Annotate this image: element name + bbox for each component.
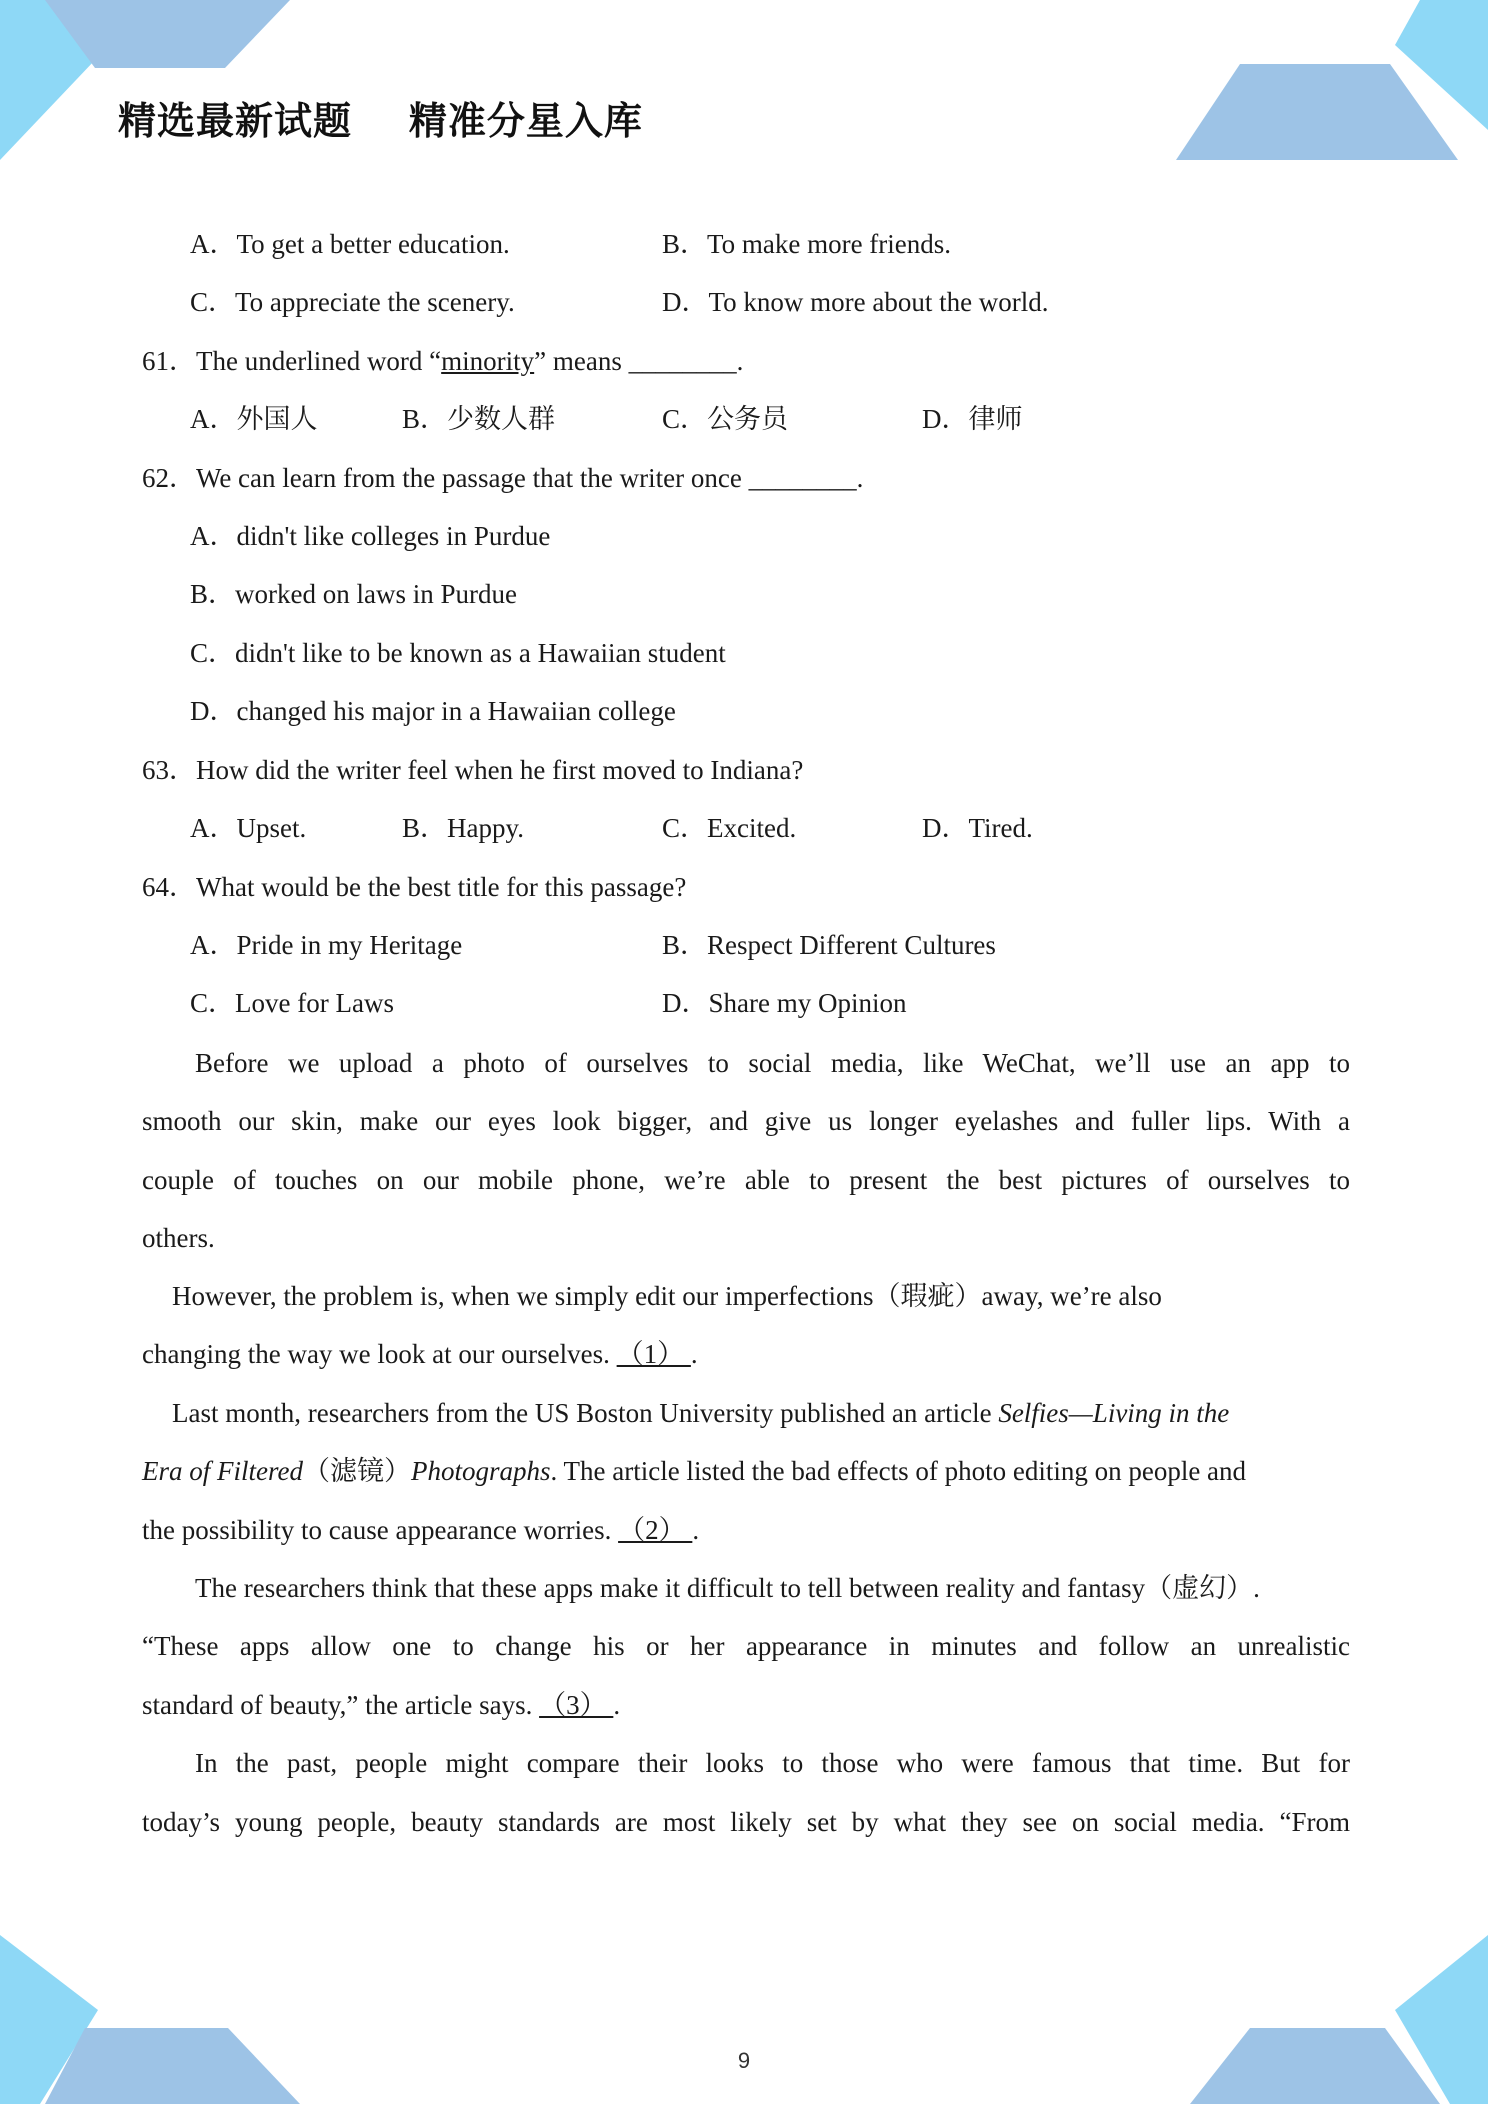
passage-p3-line2: Era of Filtered（滤镜）Photographs. The article listed the bad effects of photo editing on people and	[142, 1456, 1247, 1486]
q64-stem: 64．What would be the best title for this passage?	[142, 872, 687, 902]
q62-option-c: C．didn't like to be known as a Hawaiian student	[190, 638, 726, 668]
passage-p3-line1: Last month, researchers from the US Boston University published an article Selfies—Living in the	[172, 1398, 1230, 1428]
passage-p1-line4: others.	[142, 1223, 215, 1253]
q62-option-b: B．worked on laws in Purdue	[190, 579, 517, 609]
passage-p4-line3: standard of beauty,” the article says. （3） .	[142, 1690, 621, 1720]
blank-3: （3）	[539, 1690, 614, 1720]
q60-option-b: B．To make more friends.	[662, 229, 952, 259]
passage-p1-line1: Before we upload a photo of ourselves to social media, like WeChat, we’ll use an app to	[195, 1050, 1350, 1078]
passage-p2-line2: changing the way we look at our ourselves. （1） .	[142, 1339, 698, 1369]
passage-p4-line1: The researchers think that these apps make it difficult to tell between reality and fantasy（虚幻）.	[195, 1573, 1260, 1603]
q64-option-d: D．Share my Opinion	[662, 988, 907, 1018]
passage-p1-line2: smooth our skin, make our eyes look bigger, and give us longer eyelashes and fuller lips. With a	[142, 1108, 1350, 1136]
q64-option-a: A．Pride in my Heritage	[190, 930, 463, 960]
q61-option-b: B．少数人群	[402, 404, 556, 434]
q62-option-d: D．changed his major in a Hawaiian college	[190, 696, 676, 726]
q61-option-d: D．律师	[922, 404, 1023, 434]
blank-1: （1）	[616, 1339, 691, 1369]
blank-2: （2）	[618, 1515, 693, 1545]
q60-option-a: A．To get a better education.	[190, 229, 510, 259]
q60-option-d: D．To know more about the world.	[662, 287, 1049, 317]
q64-option-c: C．Love for Laws	[190, 988, 394, 1018]
q63-option-d: D．Tired.	[922, 813, 1033, 843]
q63-option-b: B．Happy.	[402, 813, 524, 843]
passage-p5-line1: In the past, people might compare their looks to those who were famous that time. But for	[195, 1750, 1350, 1778]
corner-trapezoid-top-right	[1176, 64, 1458, 160]
q63-option-a: A．Upset.	[190, 813, 307, 843]
passage-p4-line2: “These apps allow one to change his or her appearance in minutes and follow an unrealistic	[142, 1633, 1350, 1661]
underlined-word: minority	[441, 346, 535, 376]
q60-option-c: C．To appreciate the scenery.	[190, 287, 515, 317]
q62-stem: 62．We can learn from the passage that the writer once ________.	[142, 463, 864, 493]
passage-p5-line2: today’s young people, beauty standards are most likely set by what they see on social media. “From	[142, 1809, 1350, 1837]
page-number: 9	[737, 2048, 751, 2073]
passage-p1-line3: couple of touches on our mobile phone, we’re able to present the best pictures of ourselves to	[142, 1167, 1350, 1195]
q63-stem: 63．How did the writer feel when he first moved to Indiana?	[142, 755, 804, 785]
q61-option-a: A．外国人	[190, 404, 318, 434]
q63-option-c: C．Excited.	[662, 813, 797, 843]
q64-option-b: B．Respect Different Cultures	[662, 930, 996, 960]
q62-option-a: A．didn't like colleges in Purdue	[190, 521, 551, 551]
passage-p3-line3: the possibility to cause appearance worries. （2） .	[142, 1515, 700, 1545]
q61-stem: 61．The underlined word “minority” means ________.	[142, 346, 744, 376]
passage-p2-line1: However, the problem is, when we simply edit our imperfections（瑕疵）away, we’re also	[172, 1281, 1162, 1311]
header-title: 精选最新试题 精准分星入库	[118, 99, 643, 143]
q61-option-c: C．公务员	[662, 404, 789, 434]
